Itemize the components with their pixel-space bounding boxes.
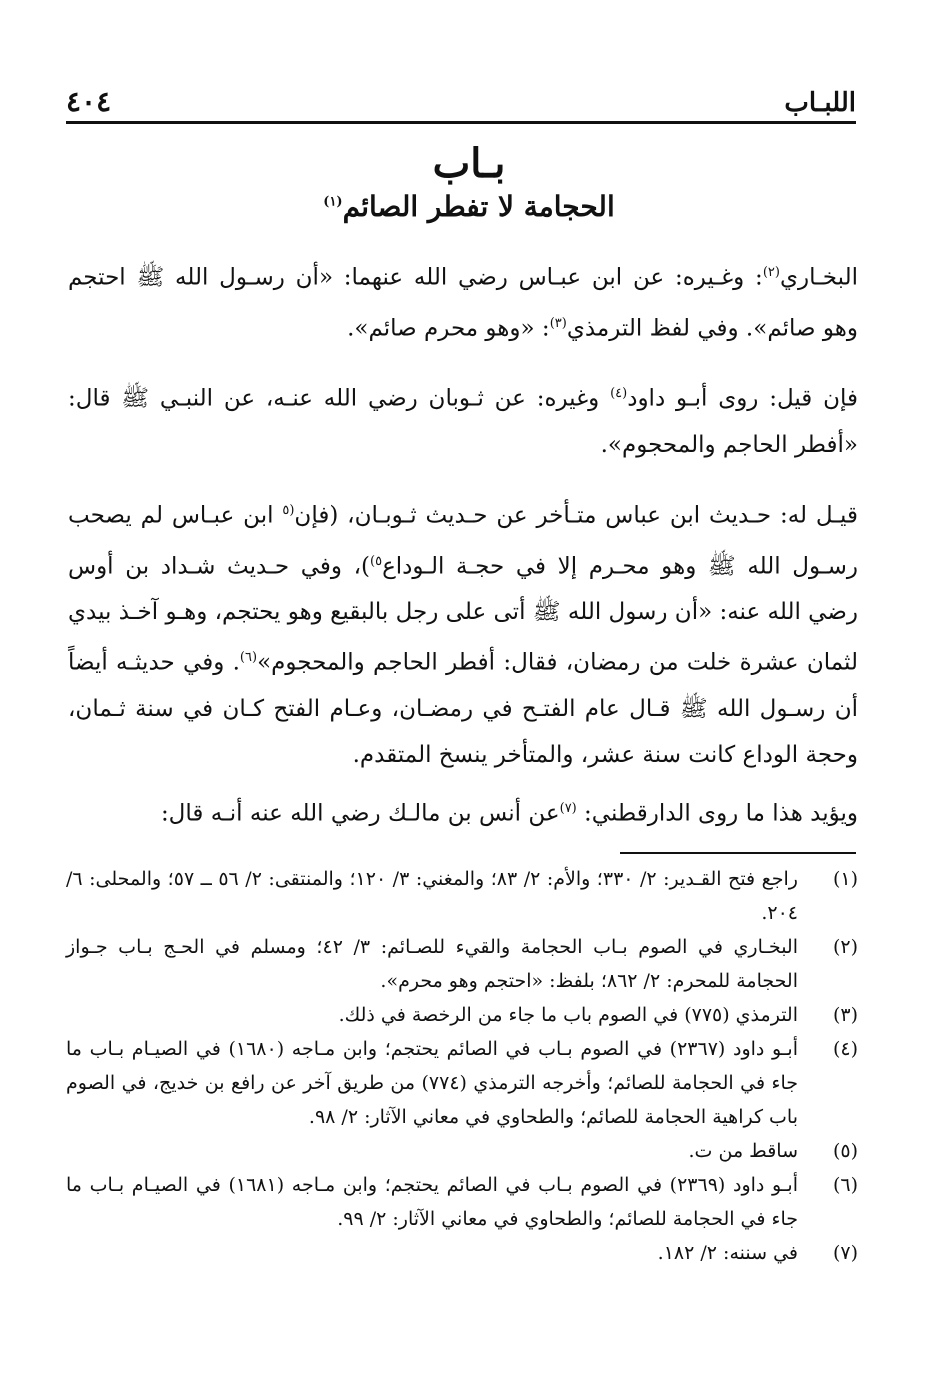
paragraph-text: ابن عبـاس لم يصحب رسـول الله ﷺ وهو محـرم إلا في حجـة الـوداع xyxy=(68,502,859,580)
footnote-rule xyxy=(620,852,856,854)
paragraph-text: البخـاري xyxy=(779,264,858,291)
chapter-subtitle-text: الحجامة لا تفطر الصائم xyxy=(342,190,615,223)
footnote-ref: (٣) xyxy=(549,315,567,331)
paragraph-2 xyxy=(68,371,858,468)
footnote-number: (٧) xyxy=(832,1242,858,1264)
paragraph-text: فإن قيل: روى أبـو داود xyxy=(627,385,858,412)
footnote-ref: (١) xyxy=(323,194,343,210)
footnote-number: (٣) xyxy=(832,1004,858,1026)
header-rule xyxy=(66,121,856,124)
footnote-number: (٦) xyxy=(832,1174,858,1196)
body-text xyxy=(68,250,858,857)
paragraph-1 xyxy=(68,250,858,351)
footnote-number: (٤) xyxy=(832,1038,858,1060)
footnote-5 xyxy=(66,1134,858,1168)
page-number: ٤٠٤ xyxy=(66,85,112,118)
paragraph-text: . وفي حديثـه أيضاً أن رسـول الله ﷺ قـال عام الفتـح في رمضـان، وعـام الفتح كـان في سنة ثـمان، وحجة الوداع كانت سنة عشر، والمتأخر ينسخ المتقدم. xyxy=(68,649,858,768)
chapter-heading: بـاب xyxy=(432,140,506,187)
paragraph-text: ويؤيد هذا ما روى الدارقطني: xyxy=(576,800,858,827)
footnote-text: في سننه: ٢/ ١٨٢. xyxy=(657,1242,798,1264)
footnote-text: البخـاري في الصوم بـاب الحجامة والقيء للصـائم: ٣/ ٤٢؛ ومسلم في الحـج بـاب جـواز الحجامة للمحرم: ٢/ ٨٦٢؛ بلفظ: «احتجم وهو محرم». xyxy=(66,936,798,992)
footnote-1 xyxy=(66,862,858,930)
footnote-ref: (٦) xyxy=(239,650,258,666)
footnote-ref: ٥) xyxy=(370,553,383,569)
footnote-3 xyxy=(66,998,858,1032)
paragraph-text: )، وفي حـديث شـداد بن أوس رضي الله عنه: «أن رسول الله ﷺ أتى على رجل بالبقيع وهو يحتجم، وهـو آخـذ بيدي لثمان عشرة خلت من رمضان، فقال: أفطر الحاجم والمحجوم» xyxy=(68,553,858,676)
running-title: اللبـاب xyxy=(784,88,856,118)
footnote-text: أبـو داود (٢٣٦٧) في الصوم بـاب في الصائم يحتجم؛ وابن مـاجه (١٦٨٠) في الصيـام بـاب ما جاء في الحجامة للصائم؛ وأخرجه الترمذي (٧٧٤) من طريق آخر عن رافع بن خديج، في الصوم باب كراهية الحجامة للصائم؛ والطحاوي في معاني الآثار: ٢/ ٩٨. xyxy=(66,1038,798,1128)
footnote-number: (٥) xyxy=(832,1140,858,1162)
paragraph-text: قيـل له: حـديث ابن عباس متـأخر عن حـديث ثـوبـان، (فإن xyxy=(294,502,858,529)
footnote-number: (١) xyxy=(832,868,858,890)
footnote-2 xyxy=(66,930,858,998)
paragraph-text: : «وهو محرم صائم». xyxy=(347,315,550,342)
paragraph-3 xyxy=(68,488,858,778)
footnote-4 xyxy=(66,1032,858,1134)
paragraph-4 xyxy=(68,786,858,837)
footnote-ref: (٢) xyxy=(762,265,780,280)
paragraph-text: وغيره: عن ثـوبان رضي الله عنـه، عن النبـي ﷺ قال: «أفطر الحاجم والمحجوم». xyxy=(68,385,858,458)
footnote-text: الترمذي (٧٧٥) في الصوم باب ما جاء من الرخصة في ذلك. xyxy=(338,1004,798,1026)
footnote-6 xyxy=(66,1168,858,1236)
chapter-subtitle xyxy=(0,190,938,223)
footnote-7 xyxy=(66,1236,858,1270)
footnote-text: راجع فتح القـدير: ٢/ ٣٣٠؛ والأم: ٢/ ٨٣؛ والمغني: ٣/ ١٢٠؛ والمنتقى: ٢/ ٥٦ ــ ٥٧؛ والمحلى: ٦/ ٢٠٤. xyxy=(66,868,798,924)
footnote-text: أبـو داود (٢٣٦٩) في الصوم بـاب في الصائم يحتجم؛ وابن مـاجه (١٦٨١) في الصيـام بـاب ما جاء في الحجامة للصائم؛ والطحاوي في معاني الآثار: ٢/ ٩٩. xyxy=(66,1174,798,1230)
footnotes xyxy=(66,862,858,1270)
footnote-ref: (٥ xyxy=(282,502,295,518)
footnote-ref: (٧) xyxy=(559,800,577,816)
page-header xyxy=(66,78,856,118)
footnote-ref: (٤) xyxy=(610,386,628,402)
footnote-number: (٢) xyxy=(832,936,858,958)
paragraph-text: : وغـيره: عن ابن عبـاس رضي الله عنهما: «أن رسـول الله ﷺ احتجم وهو صائم». وفي لفظ الترمذي xyxy=(68,264,858,342)
footnote-text: ساقط من ت. xyxy=(688,1140,798,1162)
paragraph-text: عن أنس بن مالـك رضي الله عنه أنـه قال: xyxy=(160,800,560,827)
